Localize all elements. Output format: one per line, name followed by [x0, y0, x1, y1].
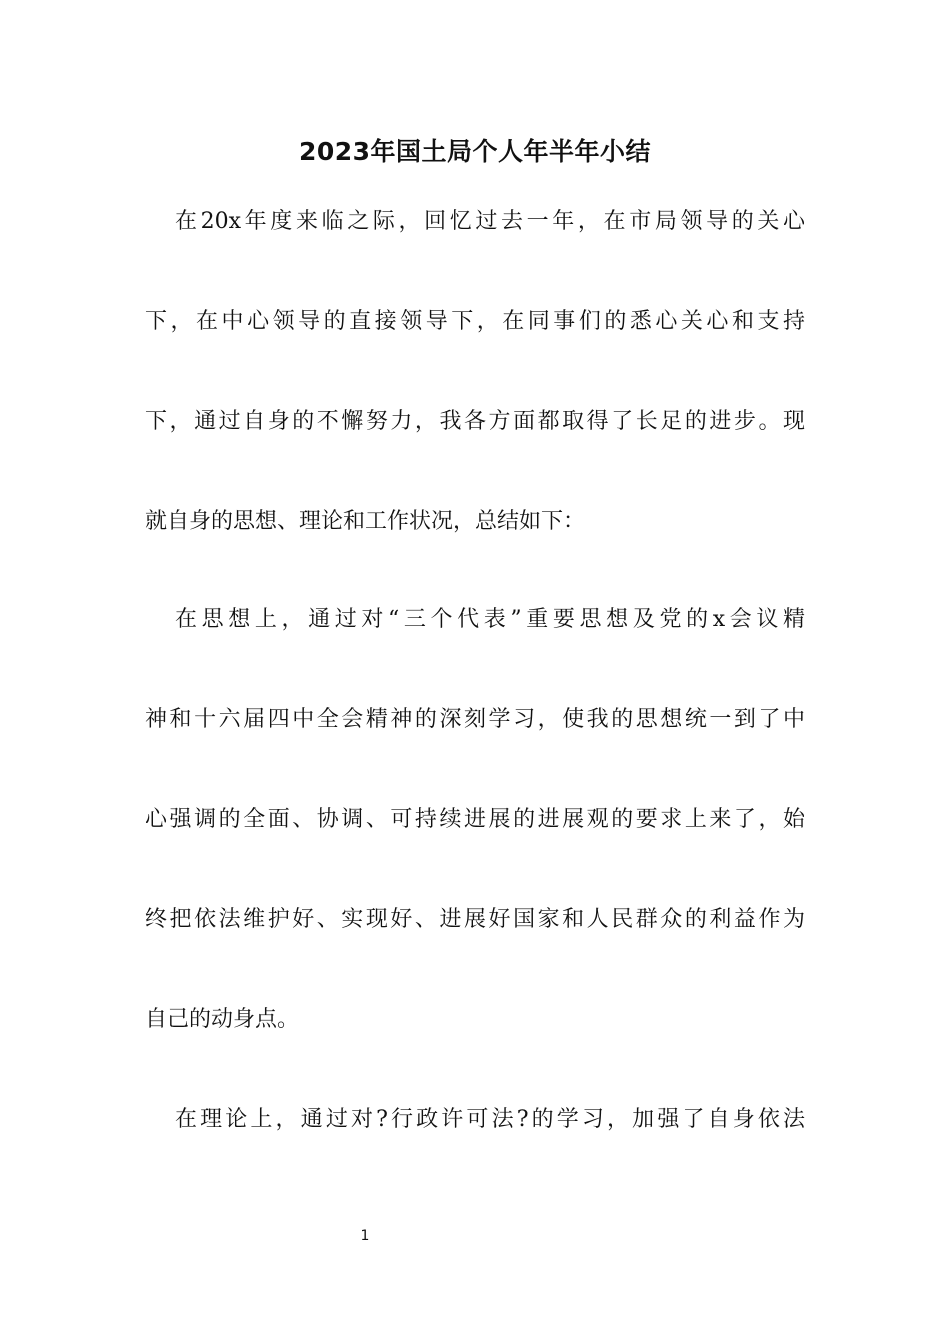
- text-line-3: 下，通过自身的不懈努力，我各方面都取得了长足的进步。现: [145, 409, 805, 434]
- page-number: 1: [360, 1228, 370, 1244]
- text-line-8: 终把依法维护好、实现好、进展好国家和人民群众的利益作为: [145, 907, 805, 932]
- text-line-7: 心强调的全面、协调、可持续进展的进展观的要求上来了，始: [145, 807, 805, 832]
- text-line-2: 下，在中心领导的直接领导下，在同事们的悉心关心和支持: [145, 309, 805, 334]
- text-line-6: 神和十六届四中全会精神的深刻学习，使我的思想统一到了中: [145, 707, 805, 732]
- text-line-1: 在20x年度来临之际，回忆过去一年，在市局领导的关心: [175, 209, 805, 234]
- text-line-10: 在理论上，通过对?行政许可法?的学习，加强了自身依法: [175, 1107, 805, 1132]
- document-title: 2023年国土局个人年半年小结: [298, 137, 652, 166]
- text-line-4: 就自身的思想、理论和工作状况，总结如下：: [145, 509, 586, 534]
- text-line-9: 自己的动身点。: [145, 1007, 300, 1032]
- text-line-5: 在思想上，通过对“三个代表”重要思想及党的x会议精: [175, 607, 805, 632]
